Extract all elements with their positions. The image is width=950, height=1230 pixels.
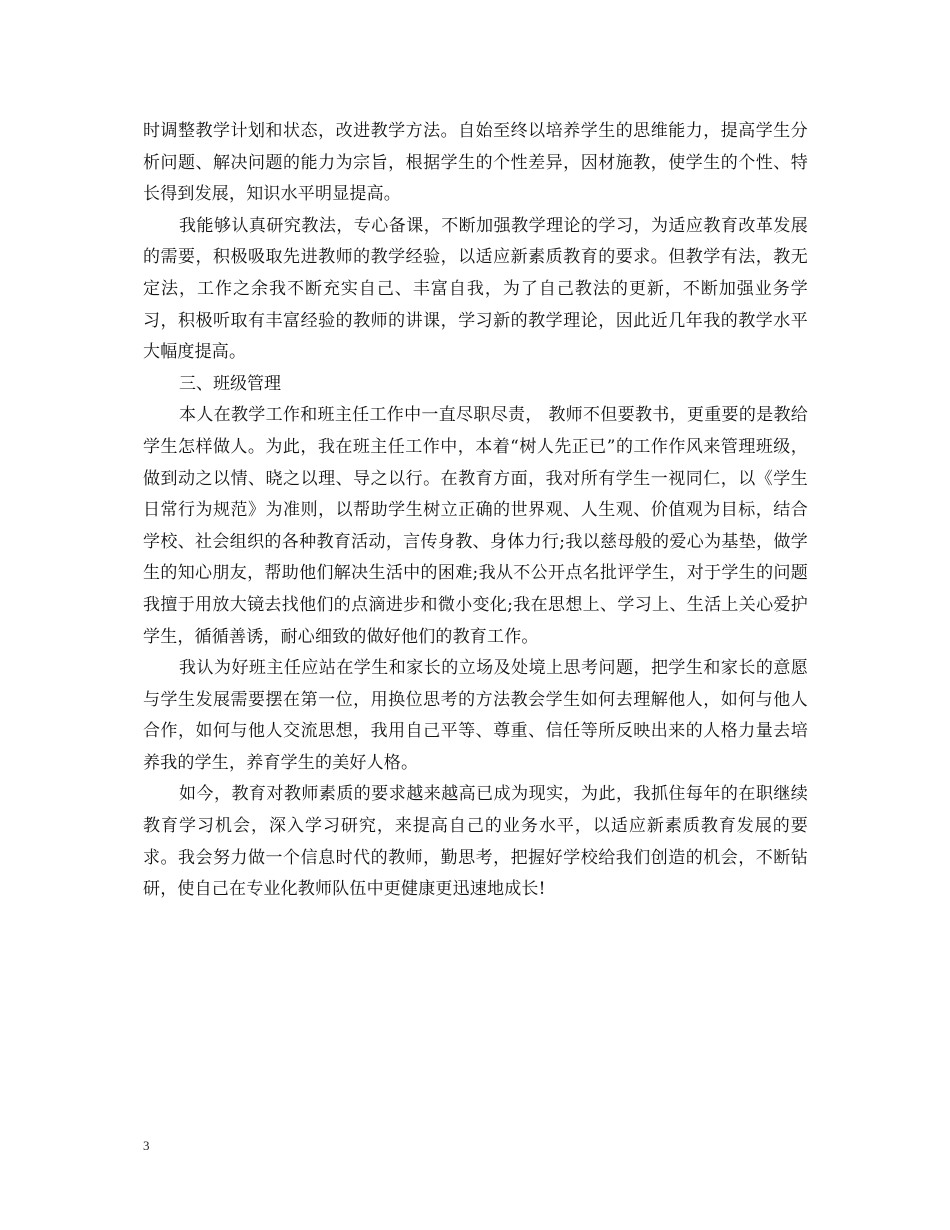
document-body bbox=[143, 116, 808, 906]
paragraph-continuing-education: 如今，教育对教师素质的要求越来越高已成为现实，为此，我抓住每年的在职继续教育学习机会，深入学习研究，来提高自己的业务水平，以适应新素质教育发展的要求。我会努力做一个信息时代的教师，勤思考，把握好学校给我们创造的机会，不断钻研，使自己在专业化教师队伍中更健康更迅速地成长! bbox=[143, 784, 808, 900]
paragraph-continued: 时调整教学计划和状态，改进教学方法。自始至终以培养学生的思维能力，提高学生分析问题、解决问题的能力为宗旨，根据学生的个性差异，因材施教，使学生的个性、特长得到发展，知识水平明显提高。 bbox=[143, 121, 808, 205]
paragraph-perspective-taking: 我认为好班主任应站在学生和家长的立场及处境上思考问题，把学生和家长的意愿与学生发展需要摆在第一位，用换位思考的方法教会学生如何去理解他人，如何与他人合作，如何与他人交流思想，我用自己平等、尊重、信任等所反映出来的人格力量去培养我的学生，养育学生的美好人格。 bbox=[143, 658, 808, 773]
paragraph-class-teacher-work: 本人在教学工作和班主任工作中一直尽职尽责， 教师不但要教书，更重要的是教给学生怎样做人。为此，我在班主任工作中，本着“树人先正已”的工作作风来管理班级，做到动之以情、晓之以理、导之以行。在教育方面，我对所有学生一视同仁，以《学生日常行为规范》为准则，以帮助学生树立正确的世界观、人生观、价值观为目标，结合学校、社会组织的各种教育活动，言传身教、身体力行;我以慈母般的爱心为基垫，做学生的知心朋友，帮助他们解决生活中的困难;我从不公开点名批评学生，对于学生的问题我擅于用放大镜去找他们的点滴进步和微小变化;我在思想上、学习上、生活上关心爱护学生，循循善诱，耐心细致的做好他们的教育工作。 bbox=[143, 405, 808, 647]
page-number: 3 bbox=[143, 1138, 150, 1153]
section-heading-class-management: 三、班级管理 bbox=[179, 373, 281, 394]
paragraph-teaching-method: 我能够认真研究教法，专心备课，不断加强教学理论的学习，为适应教育改革发展的需要，积极吸取先进教师的教学经验，以适应新素质教育的要求。但教学有法，教无定法，工作之余我不断充实自己、丰富自我，为了自己教法的更新，不断加强业务学习，积极听取有丰富经验的教师的讲课，学习新的教学理论，因此近几年我的教学水平大幅度提高。 bbox=[143, 215, 808, 363]
